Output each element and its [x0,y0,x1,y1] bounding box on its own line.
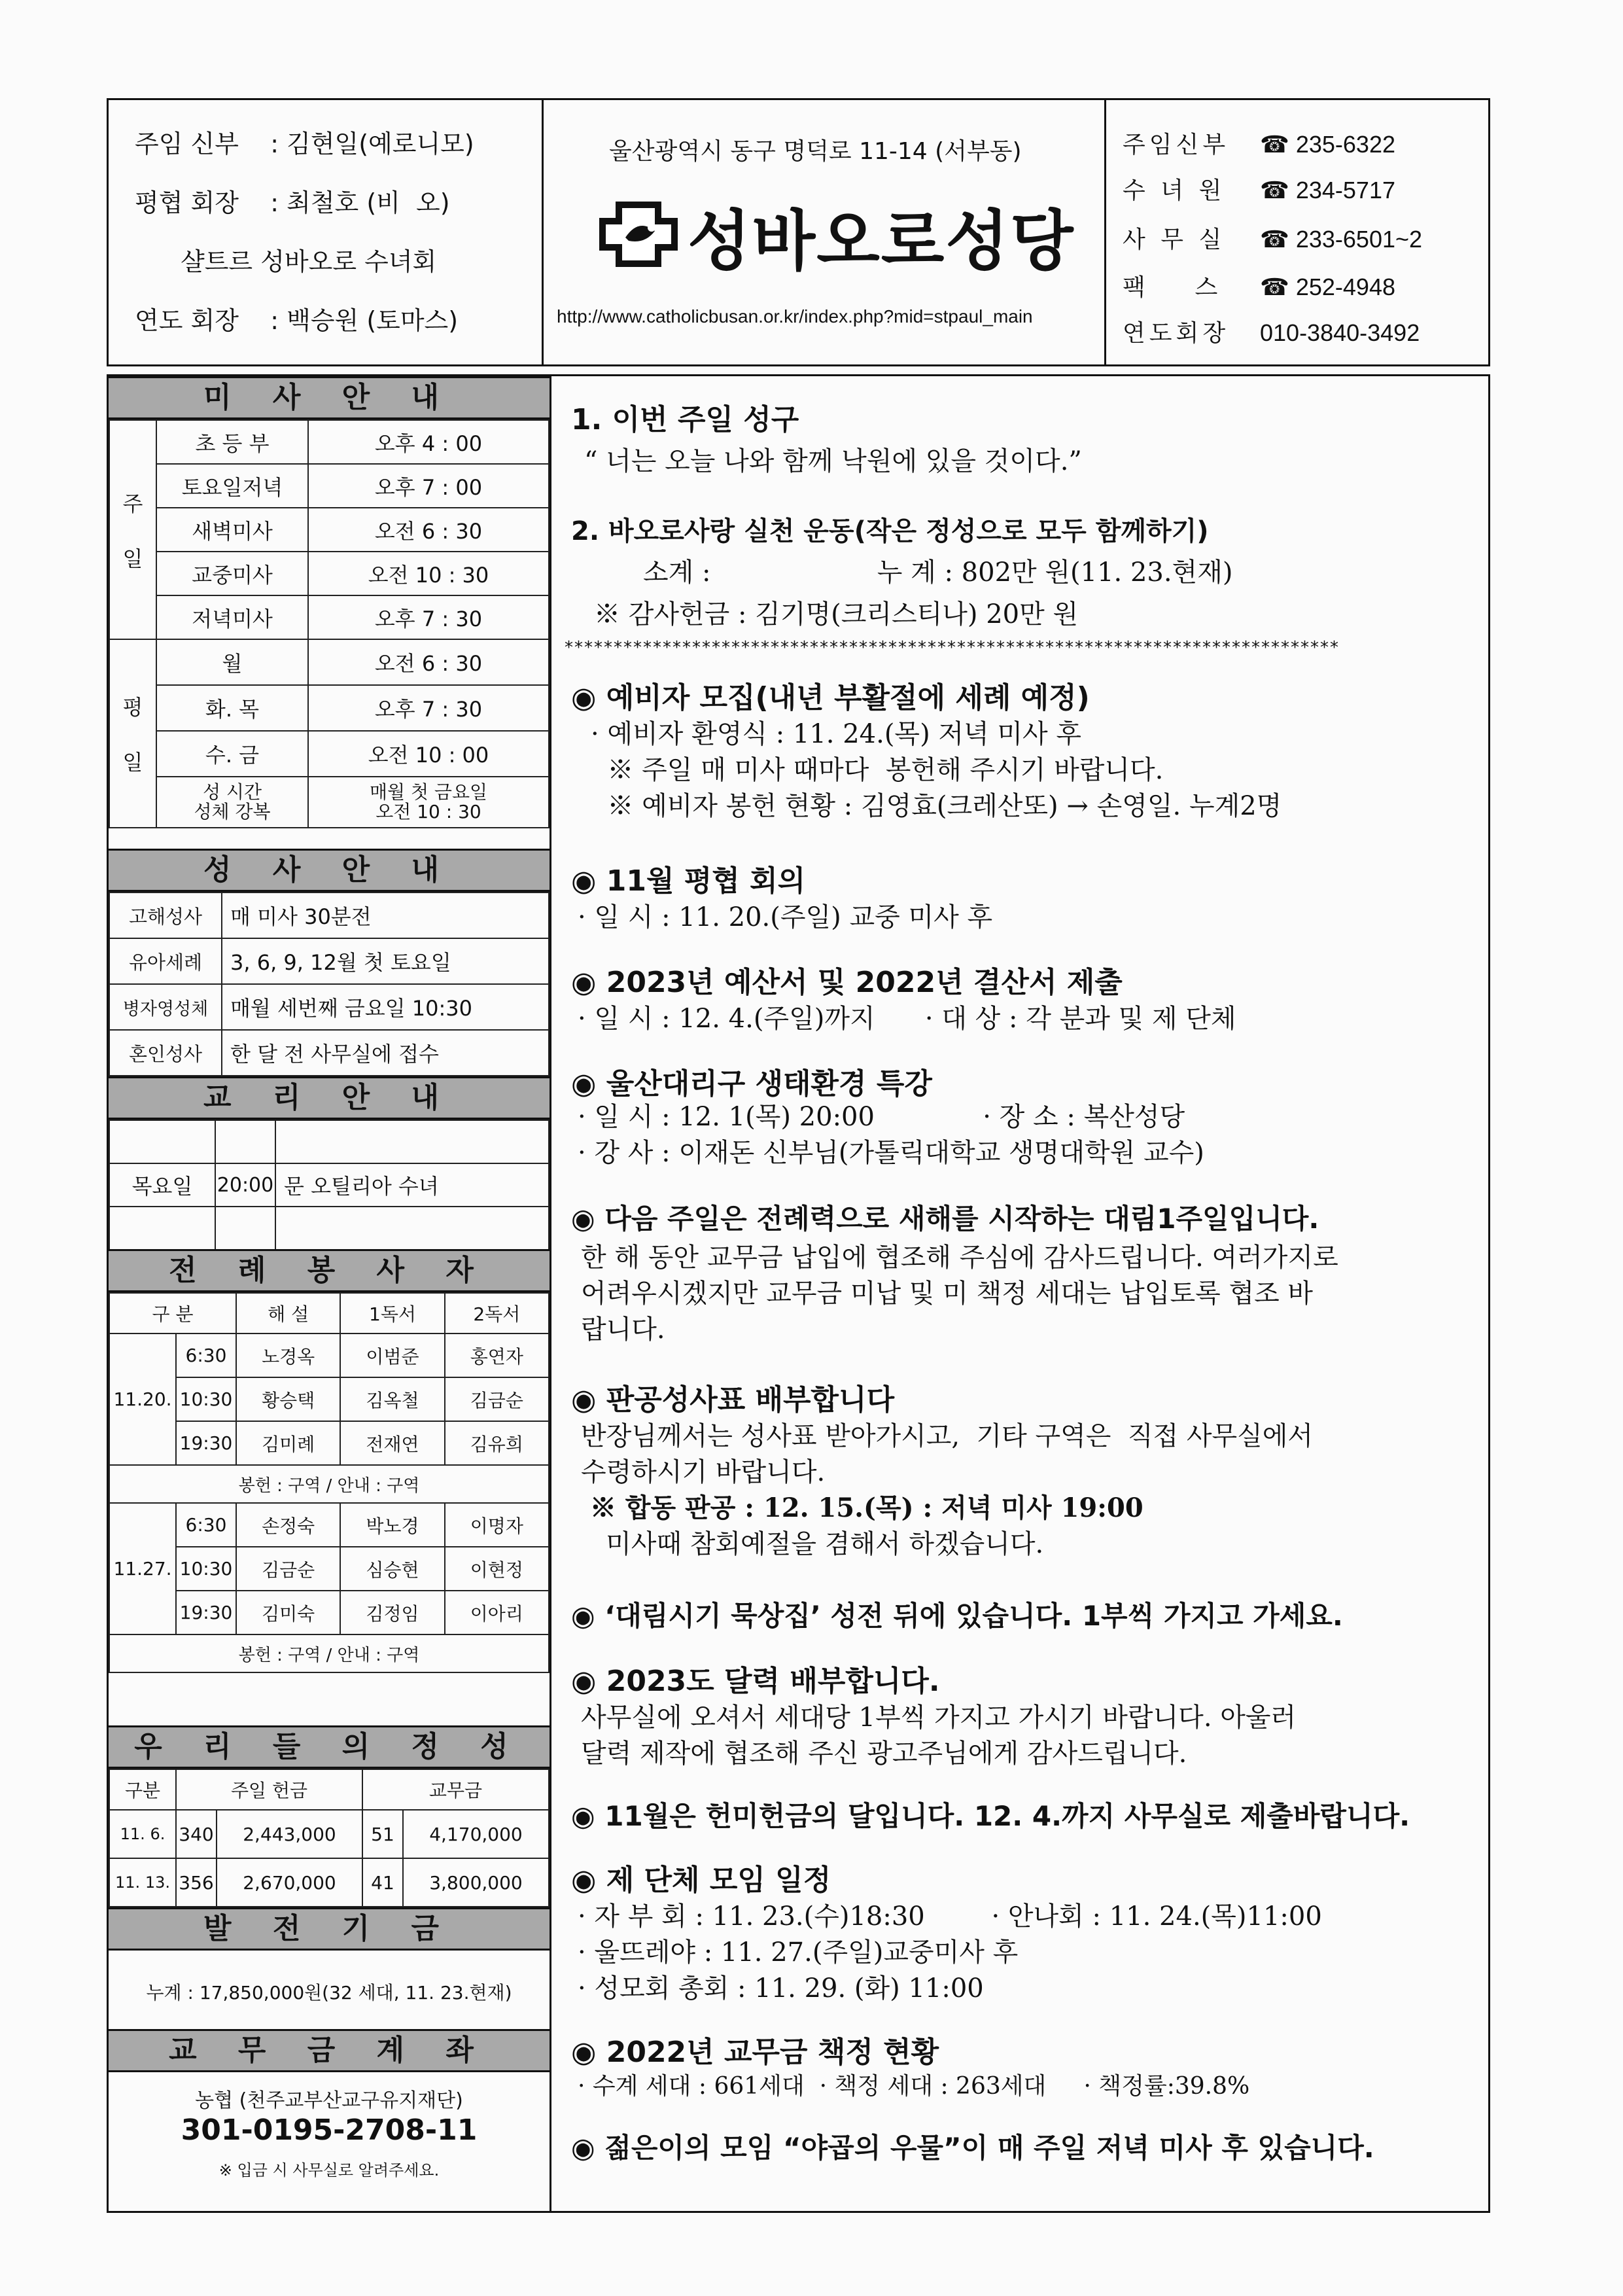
server-name: 손정숙 [236,1503,340,1547]
notice-line: ※ 합동 판공 : 12. 15.(목) : 저녁 미사 19:00 [581,1492,1143,1523]
verse-text: “ 너는 오늘 나와 함께 낙원에 있을 것이다.” [584,446,1082,476]
verse-title: 1. 이번 주일 성구 [571,403,799,436]
servers-head: 해 설 [236,1293,340,1333]
server-name: 노경옥 [236,1333,340,1377]
mass-time: 오후 7 : 30 [308,685,549,731]
contact-row [1123,221,1422,255]
notice-title: ◉ 11월 평협 회의 [571,864,806,898]
offering-head: 주일 헌금 [176,1769,362,1810]
mass-time: 오후 4 : 00 [308,420,549,464]
mass-name: 수. 금 [156,731,308,777]
server-name: 이명자 [445,1503,549,1547]
sacrament-name: 병자영성체 [109,984,222,1030]
doctrine-section-title: 교 리 안 내 [109,1076,550,1120]
offering-table [109,1769,550,1907]
mass-time: 매월 첫 금요일 오전 10 : 30 [308,777,549,828]
server-name: 김미례 [236,1421,340,1465]
notice-line: 반장님께서는 성사표 받아가시고, 기타 구역은 직접 사무실에서 [581,1421,1314,1451]
notice-line: 어려우시겠지만 교무금 미납 및 미 책정 세대는 납입토록 협조 바 [581,1279,1314,1309]
contact-row [1123,172,1395,205]
server-name: 심승현 [340,1547,444,1591]
church-url[interactable]: http://www.catholicbusan.or.kr/index.php?mid=stpaul_main [557,306,1033,327]
servers-time: 10:30 [176,1377,236,1421]
server-name: 전재연 [340,1421,444,1465]
sacrament-name: 고해성사 [109,892,222,938]
server-name: 이아리 [445,1591,549,1634]
servers-section-title: 전 례 봉 사 자 [109,1249,550,1292]
sacrament-name: 유아세례 [109,938,222,984]
notice-line: ※ 예비자 봉헌 현황 : 김영효(크레산또) → 손영일. 누계2명 [591,791,1282,821]
campaign-total: 소계 : 누 계 : 802만 원(11. 23.현재) [643,557,1233,588]
mass-name: 토요일저녁 [156,464,308,508]
mass-name: 성 시간 성체 강복 [156,777,308,828]
notice-title: ◉ ‘대림시기 묵상집’ 성전 뒤에 있습니다. 1부씩 가지고 가세요. [571,1600,1343,1632]
server-name: 김옥철 [340,1377,444,1421]
offering-amount: 2,670,000 [217,1858,362,1907]
notice-title: ◉ 2023도 달력 배부합니다. [571,1665,940,1698]
fund-total: 누계 : 17,850,000원(32 세대, 11. 23.현재) [146,1982,512,2004]
servers-head: 2독서 [445,1293,549,1333]
fund-section-title: 발 전 기 금 [109,1907,550,1951]
offering-count: 340 [176,1810,217,1858]
server-name: 김금순 [236,1547,340,1591]
sacrament-info: 매월 세번째 금요일 10:30 [222,984,549,1030]
servers-note: 봉헌 : 구역 / 안내 : 구역 [109,1465,549,1503]
notice-line: 랍니다. [581,1315,665,1345]
servers-time: 19:30 [176,1591,236,1634]
notice-title: ◉ 예비자 모집(내년 부활절에 세례 예정) [571,681,1090,715]
offering-head: 구분 [109,1769,176,1810]
notice-line: · 강 사 : 이재돈 신부님(가톨릭대학교 생명대학원 교수) [578,1138,1204,1168]
contact-label: 연도회장 [1123,320,1230,347]
contact-row [1123,269,1395,302]
servers-time: 10:30 [176,1547,236,1591]
left-sidebar [107,374,551,2213]
servers-head: 구 분 [109,1293,236,1333]
divider-stars: ******************************************************************************* [565,638,1340,658]
campaign-title: 2. 바오로사랑 실천 운동(작은 정성으로 모두 함께하기) [571,516,1209,546]
offering-date: 11. 13. [109,1858,176,1907]
mass-name: 초 등 부 [156,420,308,464]
notice-title: ◉ 판공성사표 배부합니다 [571,1383,895,1417]
notice-title: ◉ 제 단체 모임 일정 [571,1863,831,1897]
staff-line: 주임 신부 : 김현일(예로니모) [135,130,474,158]
notice-line: ※ 주일 매 미사 때마다 봉헌해 주시기 바랍니다. [591,755,1164,785]
contact-label: 사 무 실 [1123,226,1226,253]
doctrine-time [215,1120,275,1163]
sacrament-name: 혼인성사 [109,1030,222,1076]
church-logo-icon [589,198,688,270]
server-name: 황승택 [236,1377,340,1421]
mass-time: 오전 6 : 30 [308,639,549,685]
notice-line: 한 해 동안 교무금 납입에 협조해 주심에 감사드립니다. 여러가지로 [581,1243,1338,1273]
notice-line: 달력 제작에 협조해 주신 광고주님에게 감사드립니다. [581,1739,1187,1769]
doctrine-day [109,1207,215,1250]
server-name: 김정임 [340,1591,444,1634]
weekday-label: 평 일 [109,639,156,828]
contact-label: 수 녀 원 [1123,177,1226,204]
servers-head: 1독서 [340,1293,444,1333]
offering-amount: 3,800,000 [403,1858,549,1907]
offering-date: 11. 6. [109,1810,176,1858]
campaign-thanks: ※ 감사헌금 : 김기명(크리스티나) 20만 원 [594,599,1079,629]
offering-amount: 2,443,000 [217,1810,362,1858]
doctrine-day: 목요일 [109,1163,215,1207]
church-title-block [544,100,1106,364]
servers-time: 19:30 [176,1421,236,1465]
account-section-title: 교 무 금 계 좌 [109,2029,550,2072]
mass-time: 오전 6 : 30 [308,508,549,552]
staff-line: 연도 회장 : 백승원 (토마스) [135,306,459,335]
notice-line: 수령하시기 바랍니다. [581,1457,826,1487]
notice-line: · 자 부 회 : 11. 23.(수)18:30 · 안나회 : 11. 24.(목)11:00 [578,1901,1322,1932]
servers-time: 6:30 [176,1333,236,1377]
mass-table [109,419,550,828]
account-note: ※ 입금 시 사무실로 알려주세요. [218,2161,440,2180]
servers-time: 6:30 [176,1503,236,1547]
mass-name: 저녁미사 [156,595,308,639]
contact-row [1123,315,1420,348]
mass-name: 월 [156,639,308,685]
church-name: 성바오로성당 [688,203,1075,279]
servers-date: 11.20. [109,1333,176,1465]
staff-info [109,100,544,364]
notice-line: 사무실에 오셔서 세대당 1부씩 가지고 가시기 바랍니다. 아울러 [581,1703,1297,1733]
server-name: 김미숙 [236,1591,340,1634]
notice-line: · 일 시 : 11. 20.(주일) 교중 미사 후 [578,902,993,932]
server-name: 이범준 [340,1333,444,1377]
notice-line: · 일 시 : 12. 4.(주일)까지 · 대 상 : 각 분과 및 제 단체 [578,1004,1236,1034]
staff-line: 샬트르 성바오로 수녀회 [181,247,437,276]
sacrament-section-title: 성 사 안 내 [109,849,550,892]
doctrine-table [109,1120,550,1250]
account-number: 301-0195-2708-11 [181,2113,478,2147]
mass-name: 새벽미사 [156,508,308,552]
notice-title: ◉ 11월은 헌미헌금의 달입니다. 12. 4.까지 사무실로 제출바랍니다. [571,1800,1410,1832]
doctrine-day [109,1120,215,1163]
sunday-label: 주 일 [109,420,156,639]
notice-title: ◉ 울산대리구 생태환경 특강 [571,1067,932,1101]
offering-section-title: 우 리 들 의 정 성 [109,1725,550,1769]
sacrament-info: 3, 6, 9, 12월 첫 토요일 [222,938,549,984]
server-name: 김유희 [445,1421,549,1465]
notice-line: 미사때 참회예절을 겸해서 하겠습니다. [581,1529,1044,1559]
contact-phone: ☎ 233-6501~2 [1260,226,1423,253]
offering-count: 356 [176,1858,217,1907]
notice-line: · 예비자 환영식 : 11. 24.(목) 저녁 미사 후 [591,719,1082,749]
contact-row [1123,126,1395,160]
notice-title: ◉ 젊은이의 모임 “야곱의 우물”이 매 주일 저녁 미사 후 있습니다. [571,2132,1374,2164]
notice-line: · 일 시 : 12. 1(목) 20:00 · 장 소 : 복산성당 [578,1102,1185,1132]
church-address: 울산광역시 동구 명덕로 11-14 (서부동) [609,138,1022,165]
contact-phone: ☎ 252-4948 [1260,274,1395,300]
doctrine-teacher [275,1120,549,1163]
notice-title: ◉ 2022년 교무금 책정 현황 [571,2036,939,2069]
sacrament-table [109,892,550,1076]
servers-note: 봉헌 : 구역 / 안내 : 구역 [109,1634,549,1672]
account-bank: 농협 (천주교부산교구유지재단) [195,2089,463,2112]
notice-title: ◉ 2023년 예산서 및 2022년 결산서 제출 [571,966,1123,999]
offering-amount: 4,170,000 [403,1810,549,1858]
staff-line: 평협 회장 : 최철호 (비 오) [135,188,450,217]
bulletin-header [107,98,1490,366]
doctrine-teacher [275,1207,549,1250]
offering-head: 교무금 [362,1769,549,1810]
contact-list [1106,100,1492,364]
contact-phone: ☎ 234-5717 [1260,177,1395,203]
mass-time: 오전 10 : 00 [308,731,549,777]
doctrine-time: 20:00 [215,1163,275,1207]
notice-line: · 울뜨레야 : 11. 27.(주일)교중미사 후 [578,1937,1019,1968]
server-name: 홍연자 [445,1333,549,1377]
servers-date: 11.27. [109,1503,176,1634]
doctrine-time [215,1207,275,1250]
mass-time: 오전 10 : 30 [308,552,549,595]
offering-count: 51 [362,1810,403,1858]
contact-label: 팩 스 [1123,274,1222,301]
contact-phone: 010-3840-3492 [1260,319,1420,346]
doctrine-teacher: 문 오틸리아 수녀 [275,1163,549,1207]
mass-name: 화. 목 [156,685,308,731]
notices-column [551,374,1490,2213]
mass-section-title: 미 사 안 내 [109,376,550,419]
offering-count: 41 [362,1858,403,1907]
sacrament-info: 한 달 전 사무실에 접수 [222,1030,549,1076]
mass-name: 교중미사 [156,552,308,595]
mass-time: 오후 7 : 30 [308,595,549,639]
contact-phone: ☎ 235-6322 [1260,131,1395,158]
server-name: 박노경 [340,1503,444,1547]
servers-table [109,1292,550,1673]
contact-label: 주임신부 [1123,132,1230,158]
notice-title: ◉ 다음 주일은 전례력으로 새해를 시작하는 대림1주일입니다. [571,1203,1319,1235]
mass-time: 오후 7 : 00 [308,464,549,508]
notice-line: · 성모회 총회 : 11. 29. (화) 11:00 [578,1973,984,2004]
sacrament-info: 매 미사 30분전 [222,892,549,938]
notice-line: · 수계 세대 : 661세대 · 책정 세대 : 263세대 · 책정률:39.8% [578,2073,1250,2100]
server-name: 이현정 [445,1547,549,1591]
server-name: 김금순 [445,1377,549,1421]
